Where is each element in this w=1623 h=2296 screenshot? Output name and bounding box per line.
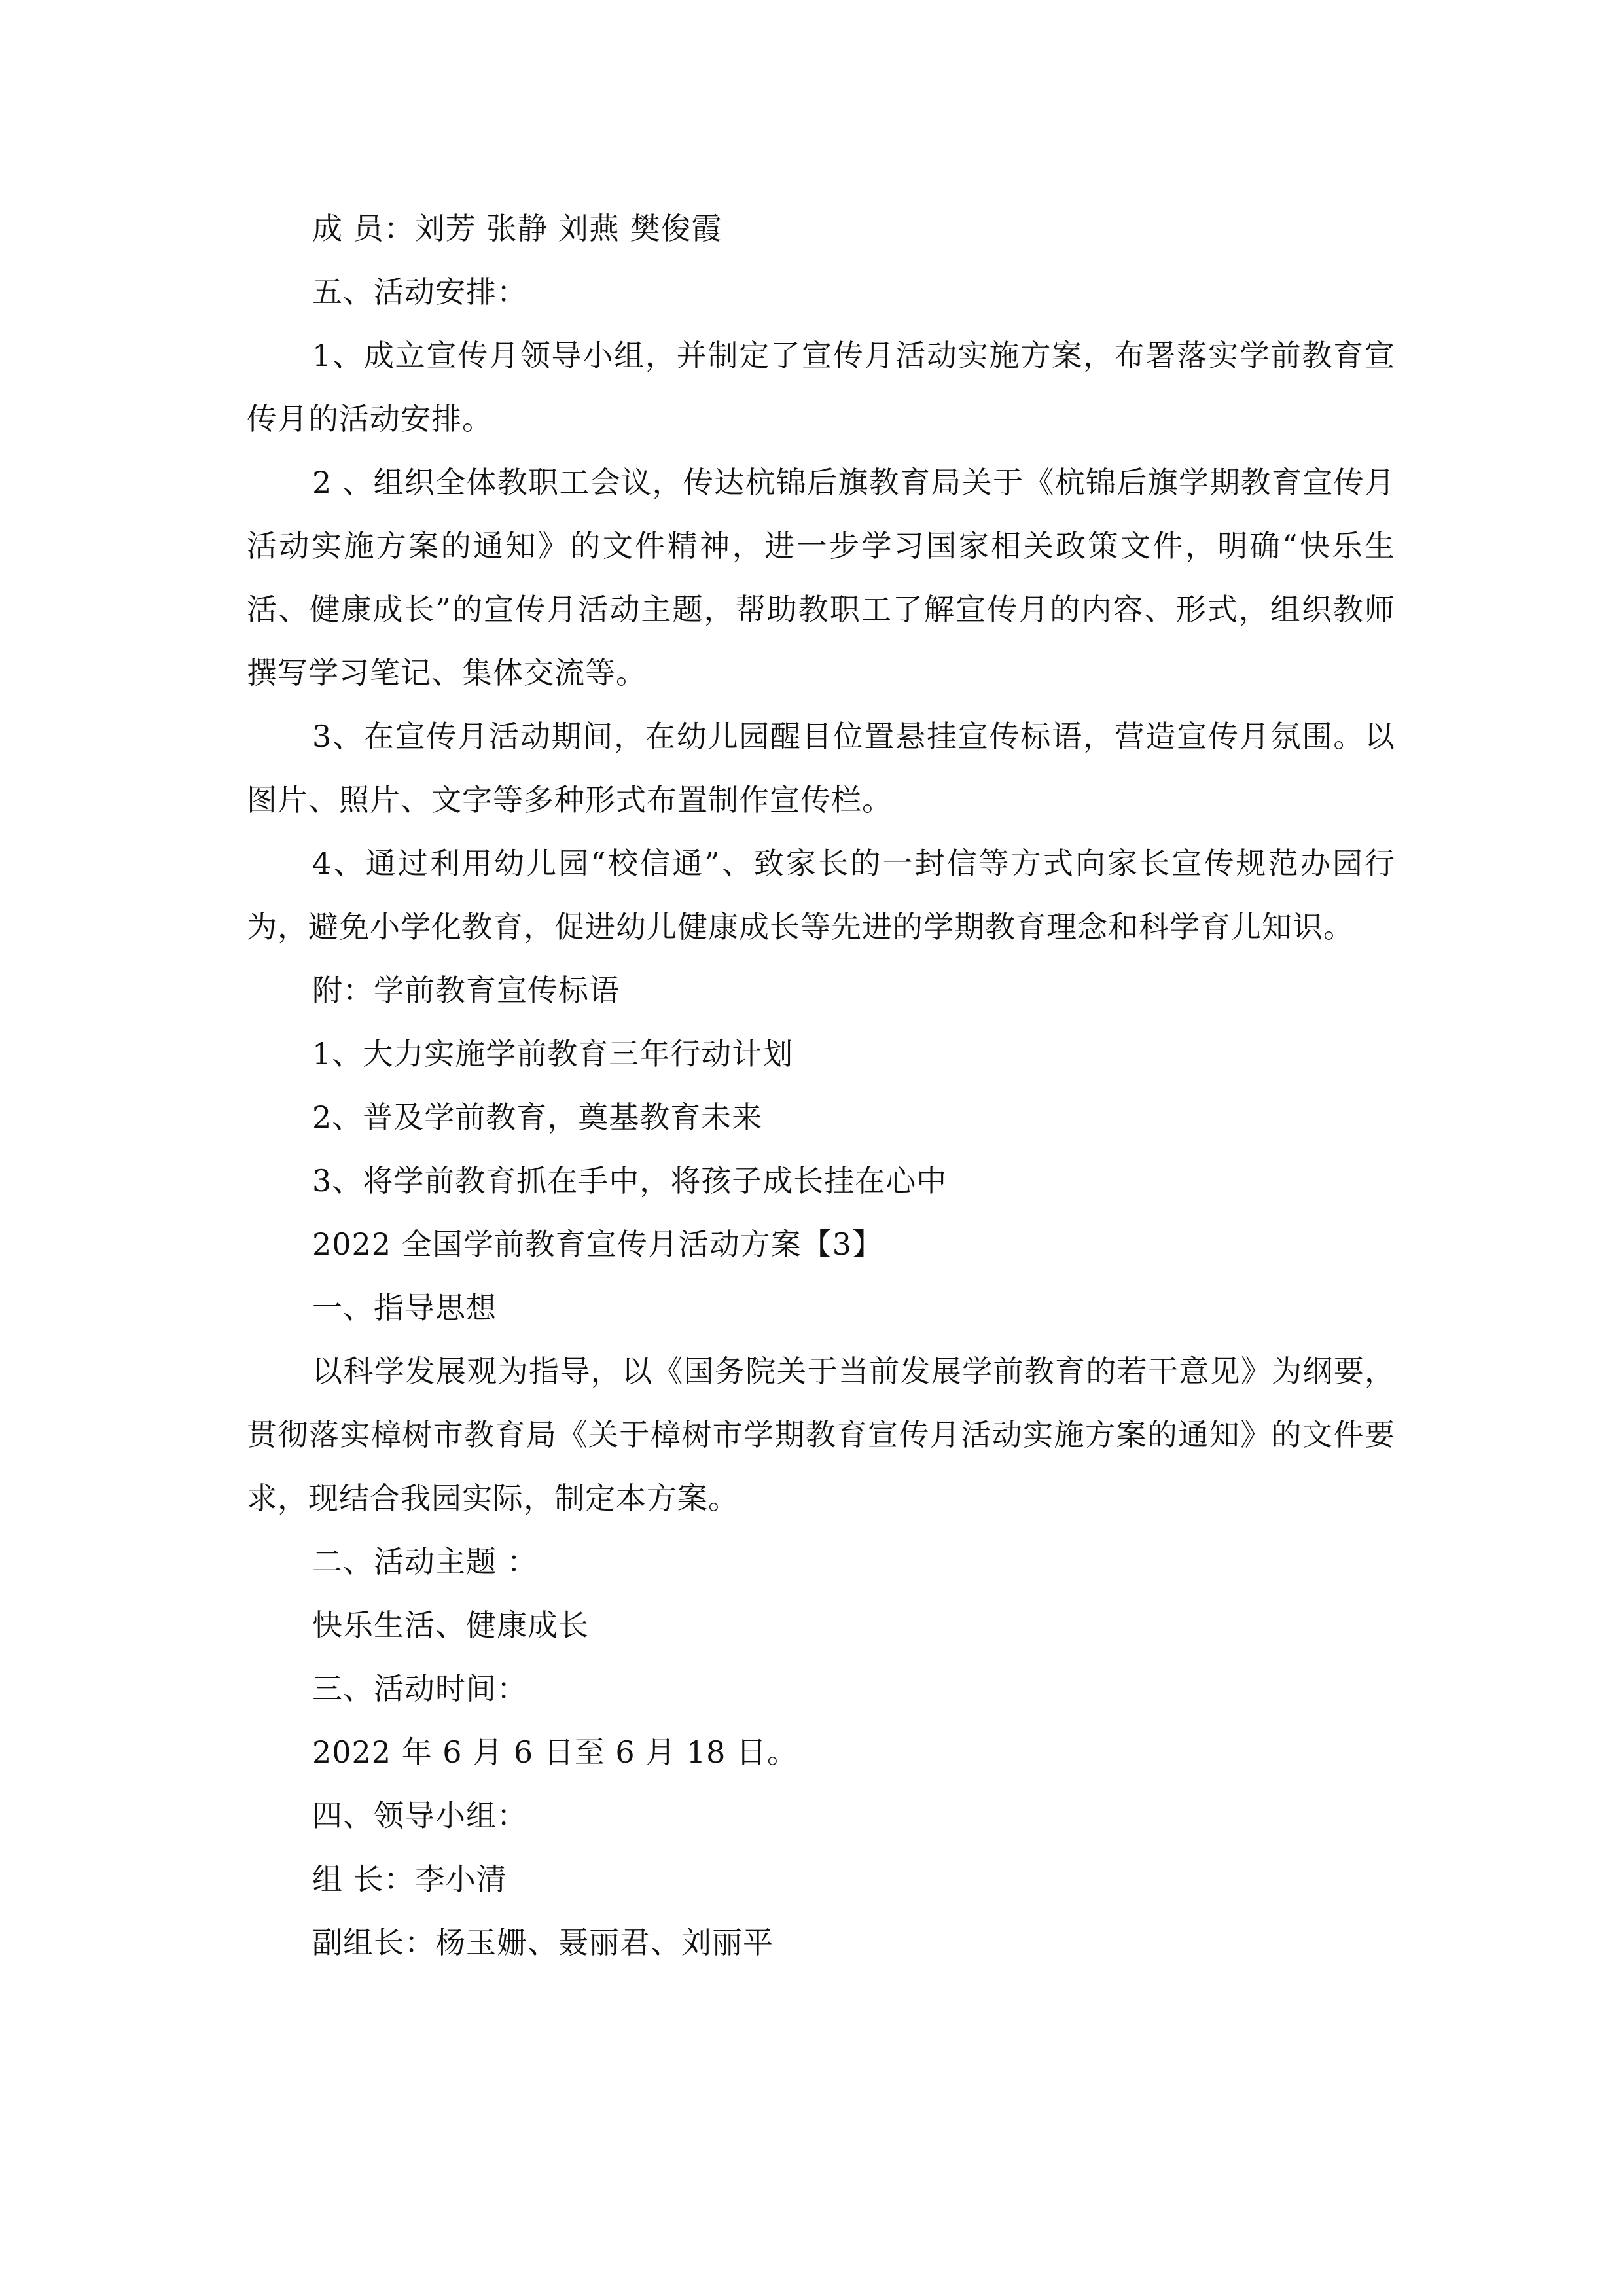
section-heading-time: 三、活动时间： <box>312 1671 527 1706</box>
deputy-group-leaders: 副组长：杨玉姗、聂丽君、刘丽平 <box>312 1925 774 1960</box>
appendix-heading: 附：学前教育宣传标语 <box>312 973 620 1008</box>
arrangement-item-2: 2 、组织全体教职工会议，传达杭锦后旗教育局关于《杭锦后旗学期教育宣传月活动实施方案的通知》的文件精神，进一步学习国家相关政策文件，明确“快乐生活、健康成长”的宣传月活动主题，帮助教职工了解宣传月的内容、形式，组织教师撰写学习笔记、集体交流等。 <box>247 465 1395 691</box>
section-heading-leadership: 四、领导小组： <box>312 1798 527 1833</box>
section-heading-activity-arrangement: 五、活动安排： <box>312 274 527 310</box>
arrangement-item-4: 4、通过利用幼儿园“校信通”、致家长的一封信等方式向家长宣传规范办园行为，避免小学化教育，促进幼儿健康成长等先进的学期教育理念和科学育儿知识。 <box>247 846 1395 944</box>
time-text: 2022 年 6 月 6 日至 6 月 18 日。 <box>312 1734 798 1770</box>
section-heading-guiding-ideology: 一、指导思想 <box>312 1290 497 1325</box>
guiding-ideology-text: 以科学发展观为指导，以《国务院关于当前发展学前教育的若干意见》为纲要，贯彻落实樟树市教育局《关于樟树市学期教育宣传月活动实施方案的通知》的文件要求，现结合我园实际，制定本方案。 <box>247 1354 1395 1516</box>
document-body <box>247 197 1395 1975</box>
group-leader: 组 长：李小清 <box>312 1861 507 1897</box>
slogan-3: 3、将学前教育抓在手中，将孩子成长挂在心中 <box>312 1163 948 1198</box>
slogan-1: 1、大力实施学前教育三年行动计划 <box>312 1036 794 1071</box>
plan-title: 2022 全国学前教育宣传月活动方案【3】 <box>312 1227 883 1262</box>
arrangement-item-1: 1、成立宣传月领导小组，并制定了宣传月活动实施方案，布署落实学前教育宣传月的活动安排。 <box>247 338 1395 437</box>
section-heading-theme: 二、活动主题 ： <box>312 1544 538 1579</box>
slogan-2: 2、普及学前教育，奠基教育未来 <box>312 1100 763 1135</box>
members-line: 成 员：刘芳 张静 刘燕 樊俊霞 <box>312 211 722 246</box>
theme-text: 快乐生活、健康成长 <box>312 1607 589 1643</box>
arrangement-item-3: 3、在宣传月活动期间，在幼儿园醒目位置悬挂宣传标语，营造宣传月氛围。以图片、照片、文字等多种形式布置制作宣传栏。 <box>247 719 1395 817</box>
